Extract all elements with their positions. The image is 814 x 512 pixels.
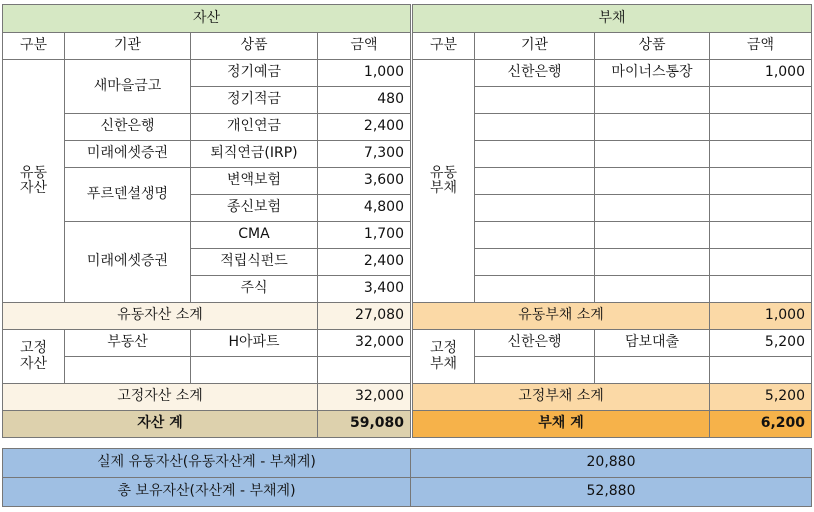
liability-fixed-institution [475,357,595,384]
summary-real-current-value: 20,880 [411,449,812,478]
asset-amount: 3,600 [318,168,411,195]
asset-institution: 미래에셋증권 [65,222,191,303]
liability-product [595,141,710,168]
table-row [3,141,411,168]
asset-amount: 7,300 [318,141,411,168]
assets-header-institution: 기관 [65,33,191,60]
assets-header-product: 상품 [191,33,318,60]
liability-product [595,249,710,276]
liability-institution [475,114,595,141]
liability-product [595,114,710,141]
liabilities-fixed-label-line: 부채 [429,355,458,372]
liability-institution: 신한은행 [475,60,595,87]
liabilities-fixed-subtotal-label: 고정부채 소계 [413,384,710,411]
assets-fixed-label [3,330,65,384]
assets-title: 자산 [3,5,411,33]
assets-header-amount: 금액 [318,33,411,60]
liabilities-current-subtotal: 1,000 [710,303,812,330]
liability-fixed-product [595,357,710,384]
liabilities-fixed-label [413,330,475,384]
liability-amount [710,195,812,222]
liability-institution [475,195,595,222]
assets-table [2,4,411,438]
liability-fixed-amount [710,357,812,384]
assets-fixed-subtotal-label: 고정자산 소계 [3,384,318,411]
assets-current-subtotal: 27,080 [318,303,411,330]
asset-product: 퇴직연금(IRP) [191,141,318,168]
asset-amount: 480 [318,87,411,114]
liabilities-total: 6,200 [710,411,812,438]
asset-product: 종신보험 [191,195,318,222]
assets-current-label-line: 유동 [19,164,48,181]
table-row [3,330,411,357]
liabilities-fixed-subtotal: 5,200 [710,384,812,411]
assets-current-label-line: 자산 [19,180,48,196]
table-row [3,168,411,195]
liability-amount [710,141,812,168]
liability-institution [475,249,595,276]
assets-current-label [3,60,65,303]
asset-fixed-amount [318,357,411,384]
liability-institution [475,141,595,168]
asset-product: 정기예금 [191,60,318,87]
liability-fixed-product: 담보대출 [595,330,710,357]
table-row [413,60,812,87]
liability-amount [710,249,812,276]
assets-total: 59,080 [318,411,411,438]
liabilities-total-label: 부채 계 [413,411,710,438]
asset-product: 개인연금 [191,114,318,141]
liability-fixed-amount: 5,200 [710,330,812,357]
asset-fixed-product [191,357,318,384]
assets-fixed-subtotal: 32,000 [318,384,411,411]
liability-institution [475,276,595,303]
liabilities-title: 부채 [413,5,812,33]
summary-table [2,448,812,507]
liability-amount [710,168,812,195]
summary-total-holdings-label: 총 보유자산(자산계 - 부채계) [3,478,411,507]
asset-institution: 미래에셋증권 [65,141,191,168]
table-row [413,330,812,357]
liability-institution [475,222,595,249]
asset-amount: 4,800 [318,195,411,222]
liability-product [595,168,710,195]
asset-fixed-amount: 32,000 [318,330,411,357]
asset-institution: 신한은행 [65,114,191,141]
liability-amount [710,276,812,303]
liabilities-header-amount: 금액 [710,33,812,60]
asset-product: 정기적금 [191,87,318,114]
liability-product [595,195,710,222]
table-row [3,114,411,141]
liability-amount [710,87,812,114]
asset-product: 변액보험 [191,168,318,195]
liabilities-table [412,4,812,438]
asset-product: CMA [191,222,318,249]
liability-amount [710,114,812,141]
asset-product: 적립식펀드 [191,249,318,276]
liability-fixed-institution: 신한은행 [475,330,595,357]
asset-fixed-product: H아파트 [191,330,318,357]
assets-current-subtotal-label: 유동자산 소계 [3,303,318,330]
liabilities-current-label-line: 부채 [429,180,458,196]
asset-amount: 2,400 [318,249,411,276]
liability-amount: 1,000 [710,60,812,87]
liability-product [595,222,710,249]
liability-product [595,276,710,303]
asset-product: 주식 [191,276,318,303]
liabilities-current-label-line: 유동 [429,164,458,181]
summary-total-holdings-value: 52,880 [411,478,812,507]
liabilities-current-subtotal-label: 유동부채 소계 [413,303,710,330]
table-row [3,60,411,87]
assets-fixed-label-line: 자산 [19,355,48,372]
table-row [3,357,411,384]
asset-amount: 1,700 [318,222,411,249]
asset-institution: 푸르덴셜생명 [65,168,191,222]
assets-total-label: 자산 계 [3,411,318,438]
asset-amount: 1,000 [318,60,411,87]
summary-real-current-label: 실제 유동자산(유동자산계 - 부채계) [3,449,411,478]
assets-fixed-label-line: 고정 [19,340,48,357]
liability-institution [475,168,595,195]
table-row [3,222,411,249]
asset-amount: 3,400 [318,276,411,303]
liability-amount [710,222,812,249]
liability-product: 마이너스통장 [595,60,710,87]
liabilities-header-institution: 기관 [475,33,595,60]
liabilities-fixed-label-line: 고정 [429,340,458,357]
asset-fixed-institution [65,357,191,384]
asset-institution: 새마을금고 [65,60,191,114]
asset-fixed-institution: 부동산 [65,330,191,357]
liabilities-header-product: 상품 [595,33,710,60]
asset-amount: 2,400 [318,114,411,141]
assets-header-category: 구분 [3,33,65,60]
liabilities-current-label [413,60,475,303]
liability-institution [475,87,595,114]
liabilities-header-category: 구분 [413,33,475,60]
liability-product [595,87,710,114]
